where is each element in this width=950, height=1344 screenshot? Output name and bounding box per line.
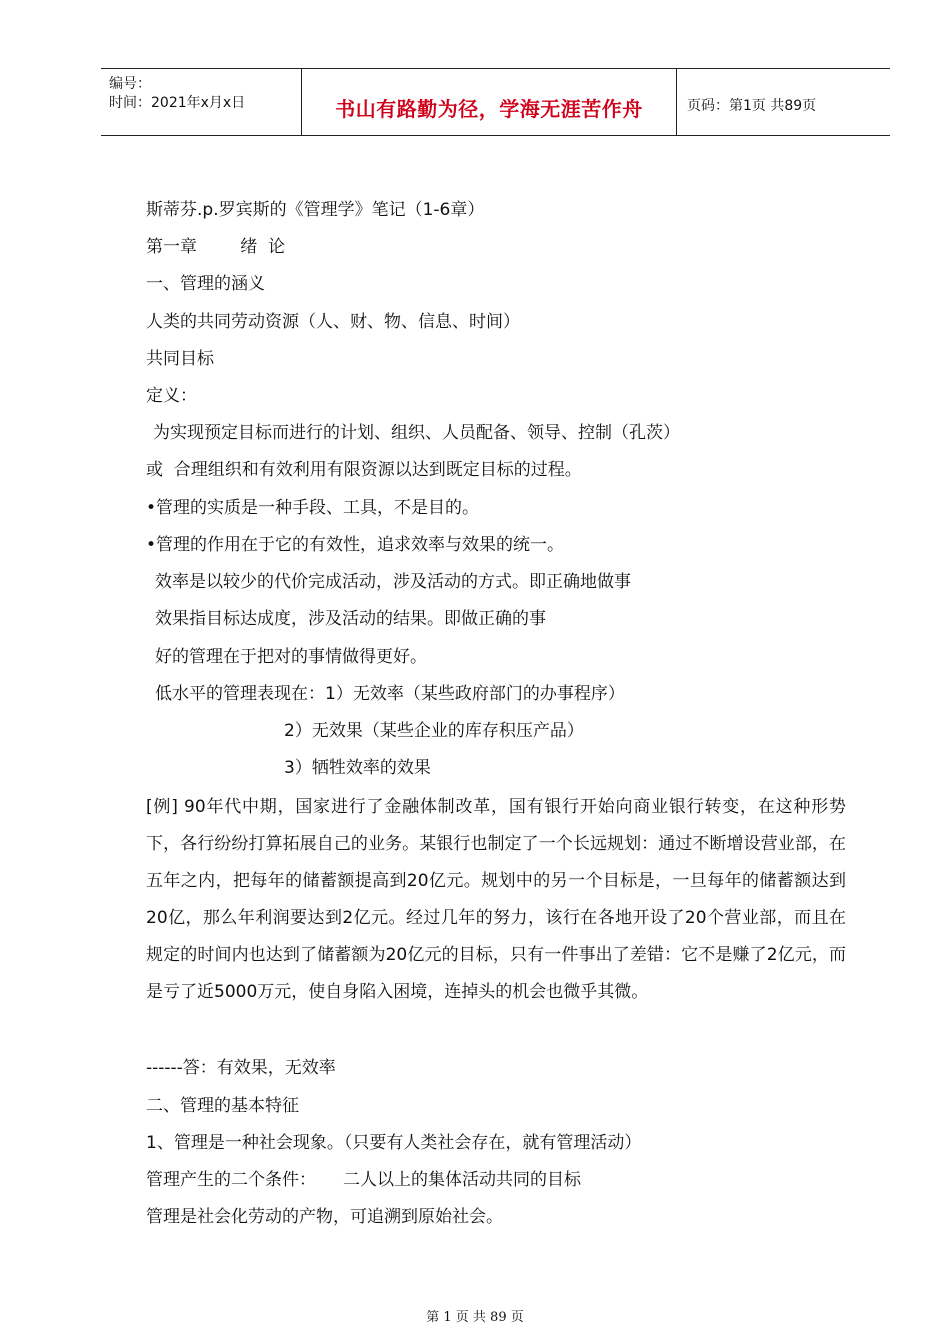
header-motto-cell	[302, 69, 677, 135]
header-page-cell	[677, 69, 890, 135]
example-paragraph: [例] 90年代中期，国家进行了金融体制改革，国有银行开始向商业银行转变，在这种形势下，各行纷纷打算拓展自己的业务。某银行也制定了一个长远规划：通过不断增设营业部，在五年之内，把每年的储蓄额提高到20亿元。规划中的另一个目标是，一旦每年的储蓄额达到20亿，那么年利润要达到2亿元。经过几年的努力，该行在各地开设了20个营业部，而且在规定的时间内也达到了储蓄额为20亿元的目标，只有一件事出了差错：它不是赚了2亿元，而是亏了近5000万元，使自身陷入困境，连掉头的机会也微乎其微。	[146, 797, 846, 1002]
section-heading-2: 二、管理的基本特征	[146, 1096, 299, 1116]
text-line: 管理产生的二个条件： 二人以上的集体活动共同的目标	[146, 1170, 582, 1190]
text-line: 效率是以较少的代价完成活动，涉及活动的方式。即正确地做事	[155, 572, 631, 592]
section-heading-1: 一、管理的涵义	[146, 274, 265, 294]
list-item: 2）无效果（某些企业的库存积压产品）	[284, 721, 584, 741]
definition-line: 或 合理组织和有效利用有限资源以达到既定目标的过程。	[146, 460, 582, 480]
text-line: 人类的共同劳动资源（人、财、物、信息、时间）	[146, 312, 520, 332]
bullet-line: •管理的实质是一种手段、工具，不是目的。	[146, 498, 480, 518]
text-line: 定义：	[146, 386, 197, 406]
text-line: 共同目标	[146, 349, 214, 369]
document-header	[101, 68, 890, 136]
chapter-heading: 第一章 绪 论	[146, 237, 286, 257]
list-item: 3）牺牲效率的效果	[284, 758, 431, 778]
text-line: 管理是社会化劳动的产物，可追溯到原始社会。	[146, 1207, 503, 1227]
header-page-label: 页码：第1页 共89页	[687, 98, 817, 114]
document-title: 斯蒂芬.p.罗宾斯的《管理学》笔记（1-6章）	[146, 200, 485, 220]
header-time-label: 时间：2021年x月x日	[109, 95, 246, 111]
header-number-label: 编号：	[109, 76, 151, 92]
page-footer: 第 1 页 共 89 页	[426, 1310, 524, 1325]
header-motto: 书山有路勤为径，学海无涯苦作舟	[335, 97, 643, 121]
header-info-cell	[101, 69, 302, 135]
text-line: 低水平的管理表现在：1）无效率（某些政府部门的办事程序）	[155, 684, 625, 704]
text-line: 效果指目标达成度，涉及活动的结果。即做正确的事	[155, 609, 546, 629]
definition-line: 为实现预定目标而进行的计划、组织、人员配备、领导、控制（孔茨）	[153, 423, 680, 443]
bullet-line: •管理的作用在于它的有效性，追求效率与效果的统一。	[146, 535, 565, 555]
text-line: 好的管理在于把对的事情做得更好。	[155, 647, 427, 667]
answer-line: ------答：有效果，无效率	[146, 1058, 336, 1078]
text-line: 1、管理是一种社会现象。（只要有人类社会存在，就有管理活动）	[146, 1133, 642, 1153]
